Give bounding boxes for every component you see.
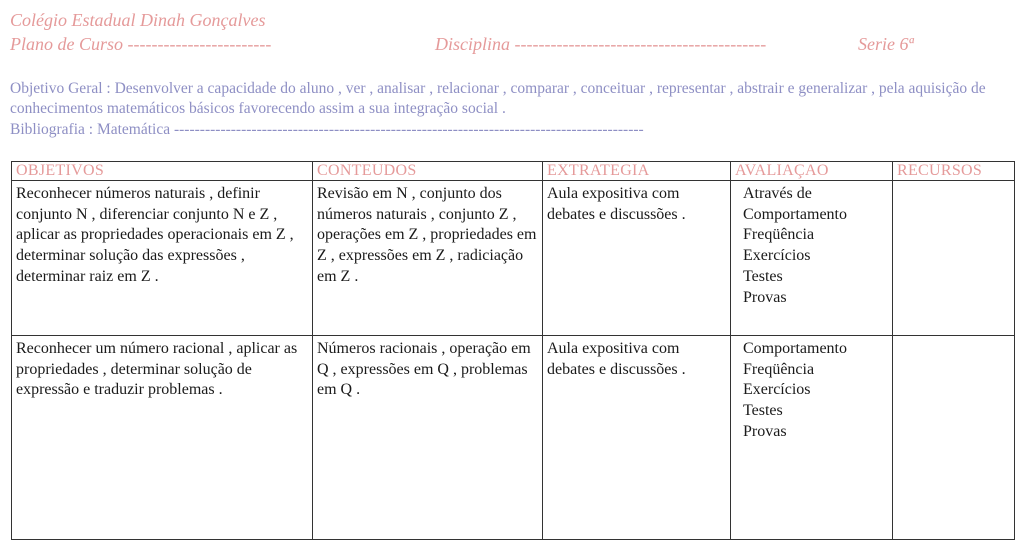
avaliacao-item: Exercícios (743, 381, 811, 399)
conteudos-cell: Números racionais , operação em Q , expressões em Q , problemas em Q . (313, 336, 543, 540)
avaliacao-item: Freqüência (743, 360, 815, 378)
header-extrategia: EXTRATEGIA (543, 162, 731, 181)
plano-de-curso-label: Plano de Curso ------------------------ (10, 34, 272, 54)
table-header-row (12, 162, 1015, 181)
header-avaliacao: AVALIAÇAO (731, 162, 893, 181)
avaliacao-item: Freqüência (743, 226, 815, 244)
recursos-cell (893, 336, 1015, 540)
avaliacao-item: Exercícios (743, 247, 811, 265)
avaliacao-item: Comportamento (743, 340, 847, 357)
extrategia-cell: Aula expositiva com debates e discussões . (543, 181, 731, 336)
avaliacao-cell (731, 181, 893, 336)
conteudos-cell: Revisão em N , conjunto dos números naturais , conjunto Z , operações em Z , propriedades em Z , expressões em Z , radiciação em Z . (313, 181, 543, 336)
objetivos-cell: Reconhecer números naturais , definir conjunto N , diferenciar conjunto N e Z , aplicar as propriedades operacionais em Z , determinar solução das expressões , determinar raiz em Z . (12, 181, 313, 336)
course-plan-line (10, 32, 1010, 56)
avaliacao-item: Testes (743, 402, 783, 420)
recursos-cell (893, 181, 1015, 336)
document-header (10, 8, 1010, 56)
avaliacao-cell (731, 336, 893, 540)
school-name-line (10, 8, 1010, 32)
table-row (12, 181, 1015, 336)
serie-label: Serie 6ª (858, 34, 914, 54)
school-name: Colégio Estadual Dinah Gonçalves (10, 10, 266, 30)
header-conteudos: CONTEUDOS (313, 162, 543, 181)
avaliacao-item: Provas (743, 422, 787, 440)
avaliacao-item: Através de (743, 185, 812, 202)
disciplina-label: Disciplina ------------------------------------------ (435, 34, 767, 54)
header-recursos: RECURSOS (893, 162, 1015, 181)
bibliografia: Bibliografia : Matemática ------------------------------------------------------------------------------------------- (10, 121, 644, 138)
course-plan-table (11, 161, 1015, 540)
header-objetivos: OBJETIVOS (12, 162, 313, 181)
extrategia-cell: Aula expositiva com debates e discussões . (543, 336, 731, 540)
objetivo-geral: Objetivo Geral : Desenvolver a capacidade do aluno , ver , analisar , relacionar , comparar , conceituar , representar , abstrair e generalizar , pela aquisição de conhecimentos matemáticos básicos favorecendo assim a sua integração social . (10, 80, 986, 117)
avaliacao-item: Testes (743, 267, 783, 285)
objetivos-cell: Reconhecer um número racional , aplicar as propriedades , determinar solução de expressão e traduzir problemas . (12, 336, 313, 540)
avaliacao-item: Provas (743, 288, 787, 306)
table-row (12, 336, 1015, 540)
avaliacao-item: Comportamento (743, 205, 847, 223)
